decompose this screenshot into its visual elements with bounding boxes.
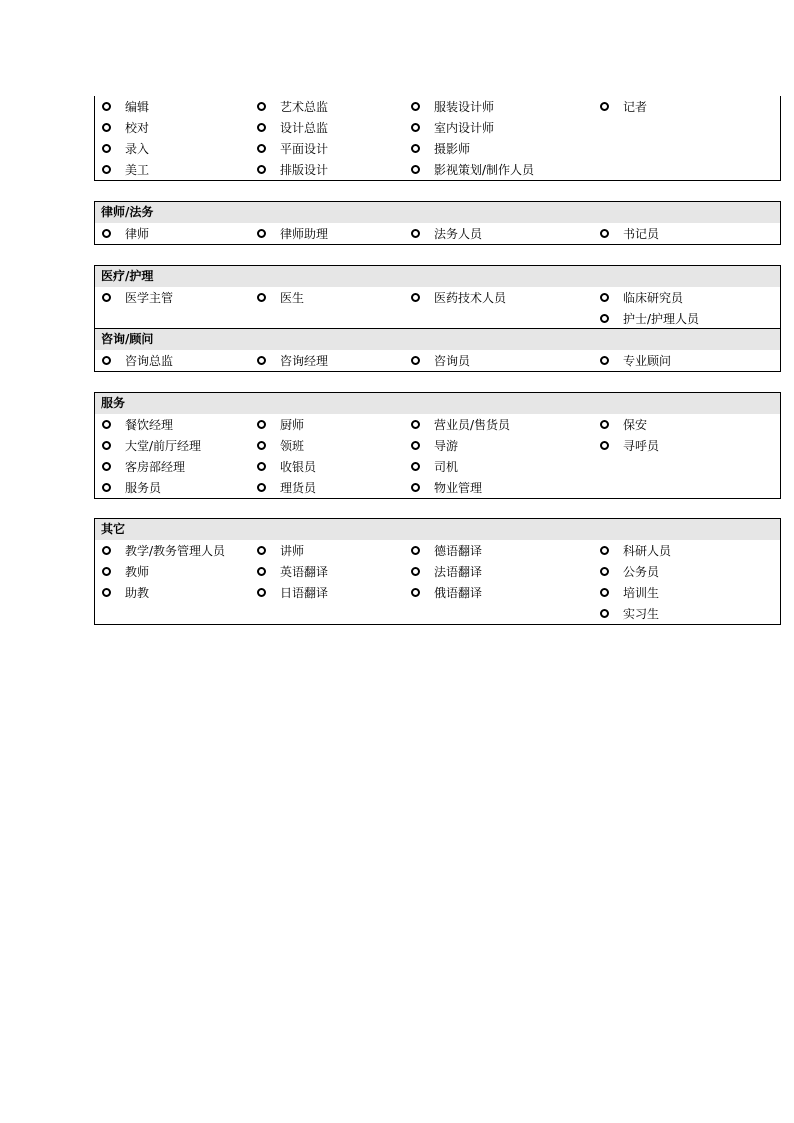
job-option[interactable] [250,435,304,456]
job-option[interactable] [250,96,328,117]
job-option-label: 教学/教务管理人员 [125,544,226,558]
job-option-label: 临床研究员 [623,291,684,305]
radio-bullet-icon[interactable] [411,293,420,302]
job-option-label: 厨师 [280,418,305,432]
job-option-label: 客房部经理 [125,460,186,474]
job-option[interactable] [95,561,149,582]
section-title: 医疗/护理 [95,266,780,287]
job-option[interactable] [593,540,671,561]
job-option[interactable] [250,117,328,138]
radio-bullet-icon[interactable] [257,588,266,597]
job-option[interactable] [95,138,149,159]
radio-bullet-icon[interactable] [411,588,420,597]
radio-bullet-icon[interactable] [411,229,420,238]
radio-bullet-icon[interactable] [257,356,266,365]
radio-bullet-icon[interactable] [102,588,111,597]
radio-bullet-icon[interactable] [600,356,609,365]
option-row [95,561,780,582]
radio-bullet-icon[interactable] [257,441,266,450]
category-section [94,265,781,330]
job-option-label: 护士/护理人员 [623,312,700,326]
job-option-label: 影视策划/制作人员 [434,163,535,177]
job-option-label: 医学主管 [125,291,174,305]
radio-bullet-icon[interactable] [257,567,266,576]
radio-bullet-icon[interactable] [257,102,266,111]
category-section [94,96,781,181]
job-option-label: 英语翻译 [280,565,329,579]
job-option-label: 医药技术人员 [434,291,507,305]
job-option[interactable] [95,96,149,117]
job-option[interactable] [250,456,316,477]
radio-bullet-icon[interactable] [600,546,609,555]
option-row [95,603,780,624]
job-option[interactable] [250,582,328,603]
job-option[interactable] [593,223,659,244]
job-option-label: 服装设计师 [434,100,495,114]
radio-bullet-icon[interactable] [411,567,420,576]
job-option[interactable] [404,582,482,603]
section-title: 服务 [95,393,780,414]
job-option-label: 摄影师 [434,142,471,156]
radio-bullet-icon[interactable] [257,546,266,555]
job-option[interactable] [95,287,173,308]
section-title: 律师/法务 [95,202,780,223]
job-option-label: 美工 [125,163,150,177]
job-option-label: 保安 [623,418,648,432]
radio-bullet-icon[interactable] [600,293,609,302]
radio-bullet-icon[interactable] [257,123,266,132]
radio-bullet-icon[interactable] [600,609,609,618]
radio-bullet-icon[interactable] [411,546,420,555]
radio-bullet-icon[interactable] [411,483,420,492]
job-option-label: 收银员 [280,460,317,474]
job-option[interactable] [593,287,683,308]
job-option[interactable] [593,308,699,329]
job-option[interactable] [95,350,173,371]
job-option[interactable] [404,223,482,244]
job-option[interactable] [95,456,185,477]
job-option[interactable] [404,456,458,477]
radio-bullet-icon[interactable] [102,123,111,132]
job-option-label: 编辑 [125,100,150,114]
radio-bullet-icon[interactable] [411,102,420,111]
job-option[interactable] [593,414,647,435]
radio-bullet-icon[interactable] [102,546,111,555]
job-option-label: 实习生 [623,607,660,621]
option-row [95,350,780,371]
job-option-label: 服务员 [125,481,162,495]
option-row [95,117,780,138]
job-option[interactable] [95,435,201,456]
job-option[interactable] [250,477,316,498]
radio-bullet-icon[interactable] [102,462,111,471]
category-section [94,201,781,245]
job-option[interactable] [250,540,304,561]
category-section [94,328,781,372]
section-title: 其它 [95,519,780,540]
job-option-label: 录入 [125,142,150,156]
radio-bullet-icon[interactable] [257,229,266,238]
job-option-label: 设计总监 [280,121,329,135]
option-row [95,435,780,456]
job-option[interactable] [95,117,149,138]
option-row [95,308,780,329]
job-option[interactable] [404,414,510,435]
radio-bullet-icon[interactable] [257,144,266,153]
radio-bullet-icon[interactable] [600,229,609,238]
option-row [95,287,780,308]
job-option-label: 司机 [434,460,459,474]
job-option-label: 校对 [125,121,150,135]
radio-bullet-icon[interactable] [102,165,111,174]
job-option[interactable] [250,223,328,244]
job-option[interactable] [95,477,161,498]
job-option[interactable] [593,435,659,456]
job-option-label: 医生 [280,291,305,305]
option-row [95,96,780,117]
option-row [95,414,780,435]
radio-bullet-icon[interactable] [411,123,420,132]
job-option-label: 教师 [125,565,150,579]
job-option[interactable] [250,138,328,159]
radio-bullet-icon[interactable] [102,567,111,576]
job-option-label: 法务人员 [434,227,483,241]
job-option-label: 讲师 [280,544,305,558]
job-option-label: 记者 [623,100,648,114]
radio-bullet-icon[interactable] [600,420,609,429]
radio-bullet-icon[interactable] [411,144,420,153]
radio-bullet-icon[interactable] [102,144,111,153]
job-option-label: 培训生 [623,586,660,600]
job-option-label: 公务员 [623,565,660,579]
option-row [95,223,780,244]
radio-bullet-icon[interactable] [257,483,266,492]
job-option[interactable] [404,96,494,117]
job-option-label: 律师 [125,227,150,241]
job-option-label: 平面设计 [280,142,329,156]
job-option[interactable] [404,561,482,582]
radio-bullet-icon[interactable] [411,420,420,429]
job-option-label: 书记员 [623,227,660,241]
job-option[interactable] [250,159,328,180]
job-option-label: 餐饮经理 [125,418,174,432]
job-option-label: 咨询总监 [125,354,174,368]
job-option[interactable] [404,159,534,180]
category-section [94,392,781,499]
job-option[interactable] [593,603,659,624]
job-option[interactable] [95,159,149,180]
radio-bullet-icon[interactable] [411,356,420,365]
job-option-label: 寻呼员 [623,439,660,453]
job-option[interactable] [250,350,328,371]
option-row [95,477,780,498]
job-option[interactable] [95,540,225,561]
option-row [95,138,780,159]
radio-bullet-icon[interactable] [257,462,266,471]
job-option-label: 德语翻译 [434,544,483,558]
job-option-label: 法语翻译 [434,565,483,579]
radio-bullet-icon[interactable] [600,588,609,597]
radio-bullet-icon[interactable] [102,483,111,492]
radio-bullet-icon[interactable] [257,165,266,174]
job-option[interactable] [95,223,149,244]
job-option-label: 领班 [280,439,305,453]
job-option-label: 科研人员 [623,544,672,558]
job-option[interactable] [95,414,173,435]
radio-bullet-icon[interactable] [411,462,420,471]
radio-bullet-icon[interactable] [102,102,111,111]
job-option[interactable] [95,582,149,603]
radio-bullet-icon[interactable] [411,441,420,450]
job-option-label: 理货员 [280,481,317,495]
job-option-label: 日语翻译 [280,586,329,600]
job-option[interactable] [404,435,458,456]
job-option-label: 专业顾问 [623,354,672,368]
job-option[interactable] [250,287,304,308]
radio-bullet-icon[interactable] [102,420,111,429]
job-option-label: 咨询经理 [280,354,329,368]
job-option-label: 艺术总监 [280,100,329,114]
job-option[interactable] [593,96,647,117]
job-option-label: 排版设计 [280,163,329,177]
radio-bullet-icon[interactable] [102,356,111,365]
job-option-label: 律师助理 [280,227,329,241]
job-option-label: 俄语翻译 [434,586,483,600]
job-option[interactable] [250,414,304,435]
option-row [95,159,780,180]
job-option[interactable] [404,540,482,561]
job-option[interactable] [593,582,659,603]
radio-bullet-icon[interactable] [102,441,111,450]
radio-bullet-icon[interactable] [600,441,609,450]
option-row [95,540,780,561]
radio-bullet-icon[interactable] [257,293,266,302]
radio-bullet-icon[interactable] [257,420,266,429]
radio-bullet-icon[interactable] [411,165,420,174]
radio-bullet-icon[interactable] [102,293,111,302]
job-option-label: 物业管理 [434,481,483,495]
radio-bullet-icon[interactable] [600,567,609,576]
job-option-label: 大堂/前厅经理 [125,439,202,453]
radio-bullet-icon[interactable] [600,102,609,111]
category-section [94,518,781,625]
job-option[interactable] [404,287,506,308]
section-title: 咨询/顾问 [95,329,780,350]
job-option-label: 咨询员 [434,354,471,368]
radio-bullet-icon[interactable] [600,314,609,323]
job-option-label: 助教 [125,586,150,600]
job-option-label: 营业员/售货员 [434,418,511,432]
option-row [95,456,780,477]
job-option[interactable] [593,561,659,582]
option-row [95,582,780,603]
job-option[interactable] [404,138,470,159]
job-option[interactable] [404,477,482,498]
job-option-label: 室内设计师 [434,121,495,135]
job-option-label: 导游 [434,439,459,453]
radio-bullet-icon[interactable] [102,229,111,238]
job-option[interactable] [250,561,328,582]
job-option[interactable] [404,350,470,371]
job-option[interactable] [404,117,494,138]
job-option[interactable] [593,350,671,371]
